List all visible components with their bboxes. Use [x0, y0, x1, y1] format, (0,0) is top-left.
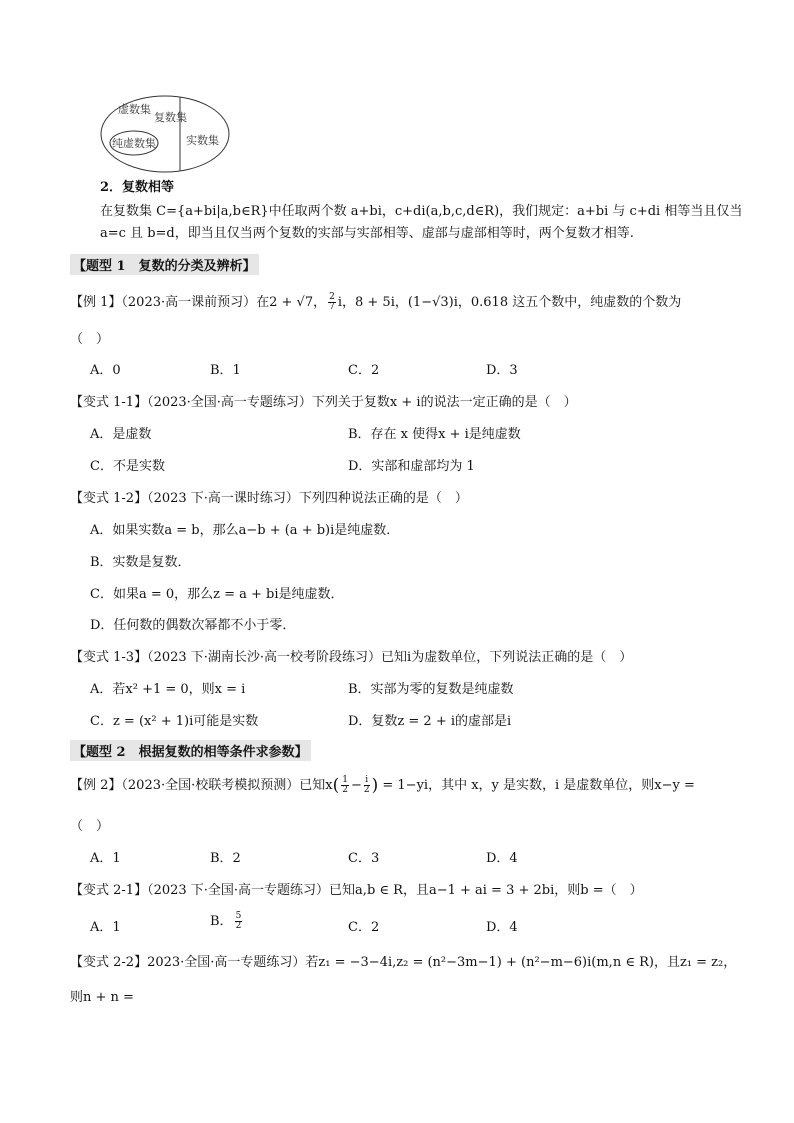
option-a: A．若x² +1 = 0，则x = i: [90, 682, 246, 697]
variant-label: 【变式 2-2】: [70, 955, 148, 970]
option-a: A．是虚数: [90, 427, 152, 442]
option-d: D．任何数的偶数次幂都不小于零．: [90, 618, 296, 633]
variant-2-1: [70, 879, 643, 898]
section-text-line2: a=c 且 b=d，即当且仅当两个复数的实部与实部相等、虚部与虚部相等时，两个复数才相等.: [100, 226, 634, 241]
variant-text: 2023·全国·高一专题练习）若z₁ = −3−4i,z₂ = (n²−3m−1) + (n²−m−6)i(m,n ∈ R)，且z₁ = z₂，: [147, 955, 737, 970]
example-label: 【例 2】: [70, 778, 122, 793]
option-b: B．存在 x 使得x + i是纯虚数: [348, 427, 521, 442]
option-b: B． $\frac{5}{2}$: [210, 911, 242, 931]
option-c: C．2: [348, 920, 380, 935]
option-a: A．如果实数a = b，那么a−b + (a + b)i是纯虚数．: [90, 523, 400, 538]
section-heading: 2．复数相等: [100, 180, 175, 195]
example-1: [70, 291, 681, 312]
fraction: $\frac{i}{2}$: [363, 775, 370, 795]
option-b: B．实部为零的复数是纯虚数: [348, 682, 514, 697]
variant-label: 【变式 2-1】: [70, 883, 148, 898]
variant-1-3: [70, 646, 632, 665]
option-d: D．实部和虚部均为 1: [348, 459, 475, 474]
answer-paren: （ ）: [70, 332, 110, 347]
variant-1-1: [70, 391, 577, 410]
option-a: A．1: [90, 851, 121, 866]
variant-text: （2023 下·高一课时练习）下列四种说法正确的是（ ）: [147, 491, 468, 506]
variant-2-2: [70, 951, 736, 970]
variant-text: （2023 下·湖南长沙·高一校考阶段练习）已知i为虚数单位，下列说法正确的是（ ）: [147, 650, 633, 665]
fraction: $\frac{5}{2}$: [235, 911, 242, 931]
fraction: $\frac{1}{2}$: [342, 775, 348, 795]
variant-line2: 则n + n =: [70, 990, 134, 1005]
variant-text: （2023·全国·高一专题练习）下列关于复数x + i的说法一定正确的是（ ）: [147, 395, 577, 410]
complex-set-diagram: [98, 93, 232, 175]
variant-label: 【变式 1-2】: [70, 491, 148, 506]
variant-label: 【变式 1-1】: [70, 395, 148, 410]
question-type-title: 【题型 1 复数的分类及辨析】: [70, 254, 259, 275]
example-source: （2023·全国·校联考模拟预测）已知x: [121, 778, 333, 793]
variant-1-2: [70, 487, 468, 506]
number-list-a: 2 + √7，: [269, 295, 327, 310]
option-d: D．复数z = 2 + i的虚部是i: [348, 714, 512, 729]
option-b: B．实数是复数．: [90, 555, 191, 570]
real-set-label: 实数集: [186, 134, 219, 147]
option-a: A．0: [90, 363, 121, 378]
option-d: D．4: [486, 851, 518, 866]
example-source: （2023·高一课前预习）在: [121, 295, 270, 310]
pure-imaginary-set-label: 纯虚数集: [112, 137, 156, 150]
option-c: C．如果a = 0，那么z = a + bi是纯虚数．: [90, 587, 344, 602]
fraction: $\frac{2}{7}$: [329, 292, 335, 312]
option-d: D．3: [486, 363, 518, 378]
option-c: C．2: [348, 363, 380, 378]
complex-set-label: 复数集: [154, 111, 187, 124]
answer-paren: （ ）: [70, 819, 110, 834]
variant-text: （2023 下·全国·高一专题练习）已知a,b ∈ R，且a−1 + ai = 3 + 2bi，则b =（ ）: [147, 883, 643, 898]
option-c: C．3: [348, 851, 380, 866]
option-c: C．不是实数: [90, 459, 165, 474]
number-list-b: i，8 + 5i，(1−√3)i，0.618 这五个数中，纯虚数的个数为: [337, 295, 682, 310]
variant-label: 【变式 1-3】: [70, 650, 148, 665]
option-b: B．2: [210, 851, 241, 866]
example-label: 【例 1】: [70, 295, 122, 310]
option-c: C．z = (x² + 1)i可能是实数: [90, 714, 259, 729]
question-type-title: 【题型 2 根据复数的相等条件求参数】: [70, 740, 311, 761]
option-a: A．1: [90, 920, 121, 935]
example-rest: = 1−yi，其中 x，y 是实数，i 是虚数单位，则x−y =: [382, 778, 695, 793]
option-b: B．1: [210, 363, 241, 378]
section-text-line1: 在复数集 C={a+bi|a,b∈R}中任取两个数 a+bi，c+di(a,b,c,d∈R)，我们规定：a+bi 与 c+di 相等当且仅当: [100, 204, 743, 219]
imaginary-set-label: 虚数集: [118, 103, 151, 116]
example-2: 【例 2】（2023·全国·校联考模拟预测）已知x( $\frac{1}{2}$ − $\frac{i}{2}$ ) = 1−yi，其中 x，y 是实数，i 是虚数单位，则x−y =: [70, 775, 695, 796]
option-d: D．4: [486, 920, 518, 935]
